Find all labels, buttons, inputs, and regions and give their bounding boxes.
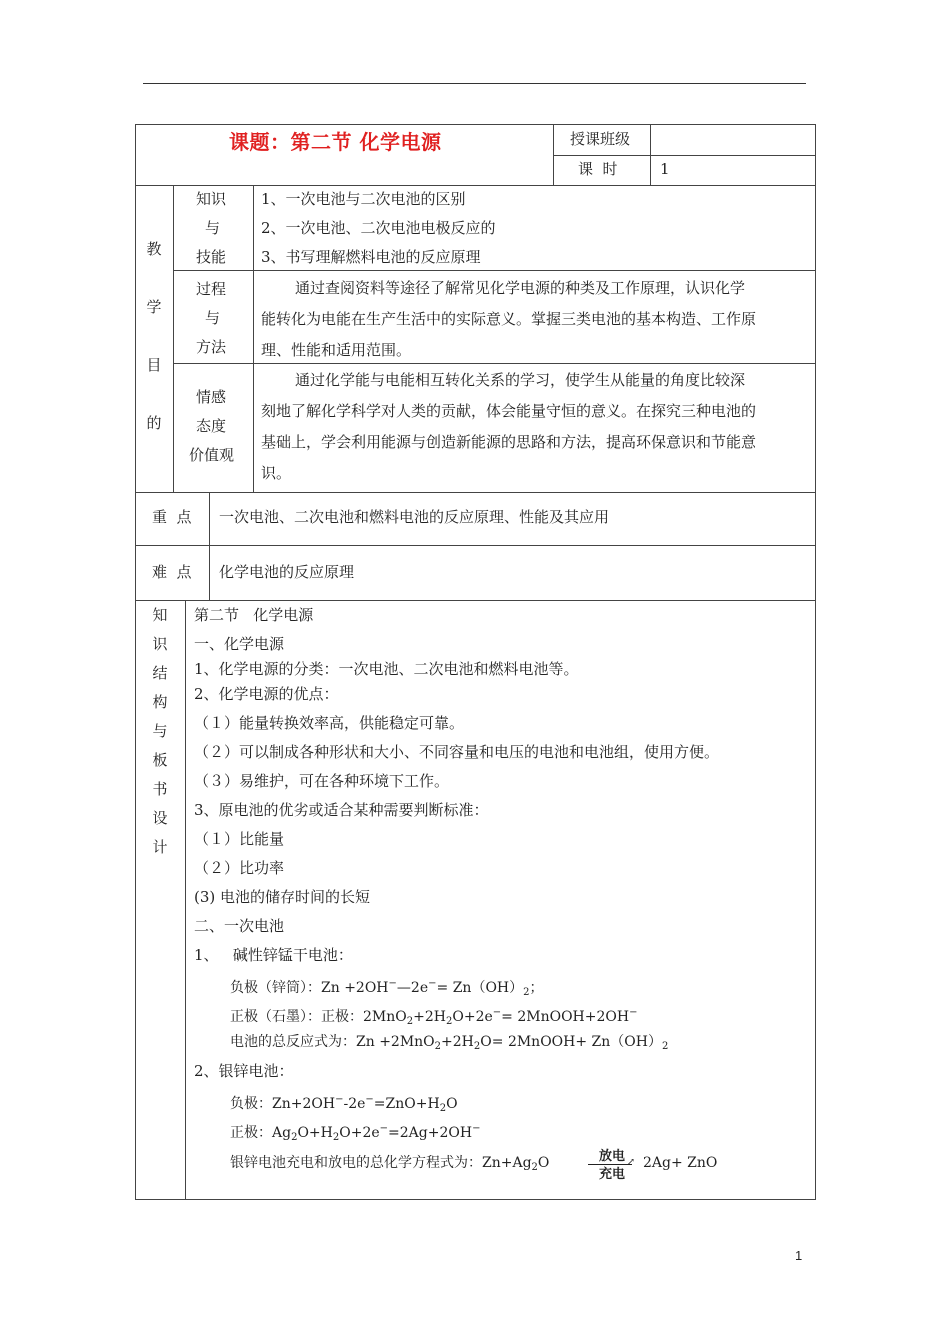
objectives-label-char: 学 (146, 298, 162, 316)
zn-mn-negative-equation: 负极（锌筒）：Zn +2OH−—2e−= $Zn(OH)_2$； (230, 978, 544, 998)
page-number: 1 (795, 1248, 803, 1263)
objectives-label-char: 目 (146, 356, 162, 374)
ag-zn-overall-equation-suffix: 2Ag+ ZnO (643, 1155, 718, 1171)
board-line: （３）易维护，可在各种环境下工作。 (194, 772, 450, 790)
board-line: （１）比能量 (194, 830, 285, 848)
process-line: 通过查阅资料等途径了解常见化学电源的种类及工作原理，认识化学 (295, 279, 746, 297)
period-value: 1 (660, 160, 670, 178)
board-label-char: 板 (152, 751, 168, 769)
emotion-line: 识。 (261, 464, 292, 482)
board-label-char: 书 (152, 780, 168, 798)
knowledge-item: 2、一次电池、二次电池电极反应的 (261, 219, 496, 237)
board-line: 3、原电池的优劣或适合某种需要判断标准： (194, 801, 489, 819)
process-label: 与 (205, 309, 221, 327)
difficulty-label: 难 点 (152, 563, 192, 581)
board-line: 1、化学电源的分类：一次电池、二次电池和燃料电池等。 (194, 660, 579, 678)
board-label-char: 识 (152, 635, 168, 653)
ag-zn-positive-equation: 正极：$Ag_2O+H_2O+2e^-=2Ag+2OH^-$ (230, 1123, 481, 1143)
reaction-arrow (588, 1150, 636, 1182)
board-line: 1、 碱性锌锰干电池： (194, 946, 353, 964)
board-label-char: 结 (152, 664, 168, 682)
zn-mn-positive-equation: 正极（石墨）：正极：$2MnO_2+2H_2O+2e^-=$ 2MnOOH+2OH− (230, 1007, 638, 1027)
silver-zinc-title: 2、银锌电池： (194, 1062, 294, 1080)
knowledge-item: 1、一次电池与二次电池的区别 (261, 190, 466, 208)
board-label-char: 设 (152, 809, 168, 827)
board-line: （２）比功率 (194, 859, 285, 877)
period-label: 课 时 (578, 160, 618, 178)
emotion-label: 情感 (196, 388, 227, 406)
knowledge-label: 与 (205, 219, 221, 237)
emotion-line: 刻地了解化学科学对人类的贡献，体会能量守恒的意义。在探究三种电池的 (261, 402, 757, 420)
emotion-line: 通过化学能与电能相互转化关系的学习，使学生从能量的角度比较深 (295, 371, 746, 389)
knowledge-label: 技能 (196, 248, 227, 266)
arrow-top-label: 放电 (598, 1149, 625, 1164)
board-line: （１）能量转换效率高，供能稳定可靠。 (194, 714, 465, 732)
board-label-char: 构 (152, 693, 168, 711)
zn-mn-total-equation: 电池的总反应式为：$Zn +2MnO_2+2H_2O=$ 2MnOOH+ $Zn(OH)_2$ (230, 1034, 669, 1052)
emotion-label: 价值观 (189, 446, 235, 464)
objectives-label-char: 的 (146, 414, 162, 432)
difficulty-text: 化学电池的反应原理 (219, 563, 355, 581)
process-line: 能转化为电能在生产生活中的实际意义。掌握三类电池的基本构造、工作原 (261, 310, 757, 328)
board-line: 2、化学电源的优点： (194, 685, 339, 703)
process-label: 方法 (196, 338, 227, 356)
board-line: 一、化学电源 (194, 635, 285, 653)
board-line: 二、一次电池 (194, 917, 285, 935)
objectives-label-char: 教 (146, 240, 162, 258)
emotion-line: 基础上，学会利用能源与创造新能源的思路和方法，提高环保意识和节能意 (261, 433, 757, 451)
ag-zn-negative-equation: 负极：$Zn+2OH^--2e^-=ZnO+H_2O$ (230, 1094, 458, 1114)
ag-zn-overall-equation-prefix: 银锌电池充电和放电的总化学方程式为：$Zn+Ag_2O$ (230, 1155, 550, 1173)
lesson-title: 课题：第二节 化学电源 (229, 130, 442, 154)
header-rule (143, 83, 806, 84)
knowledge-label: 知识 (196, 190, 227, 208)
process-line: 理、性能和适用范围。 (261, 341, 412, 359)
board-label-char: 与 (152, 722, 168, 740)
emotion-label: 态度 (196, 417, 227, 435)
board-label-char: 计 (152, 838, 168, 856)
arrow-bottom-label: 充电 (598, 1167, 625, 1182)
arrow-line (588, 1157, 635, 1168)
knowledge-item: 3、书写理解燃料电池的反应原理 (261, 248, 481, 266)
process-label: 过程 (196, 280, 227, 298)
class-label: 授课班级 (570, 130, 631, 148)
board-label-char: 知 (152, 606, 168, 624)
board-line: （２）可以制成各种形状和大小、不同容量和电压的电池和电池组，使用方便。 (194, 743, 720, 761)
key-point-label: 重 点 (152, 508, 192, 526)
key-point-text: 一次电池、二次电池和燃料电池的反应原理、性能及其应用 (219, 508, 610, 526)
board-line: (3) 电池的储存时间的长短 (194, 888, 371, 906)
board-line: 第二节 化学电源 (194, 606, 314, 624)
arrow-head-icon: ↗ (626, 1157, 635, 1168)
